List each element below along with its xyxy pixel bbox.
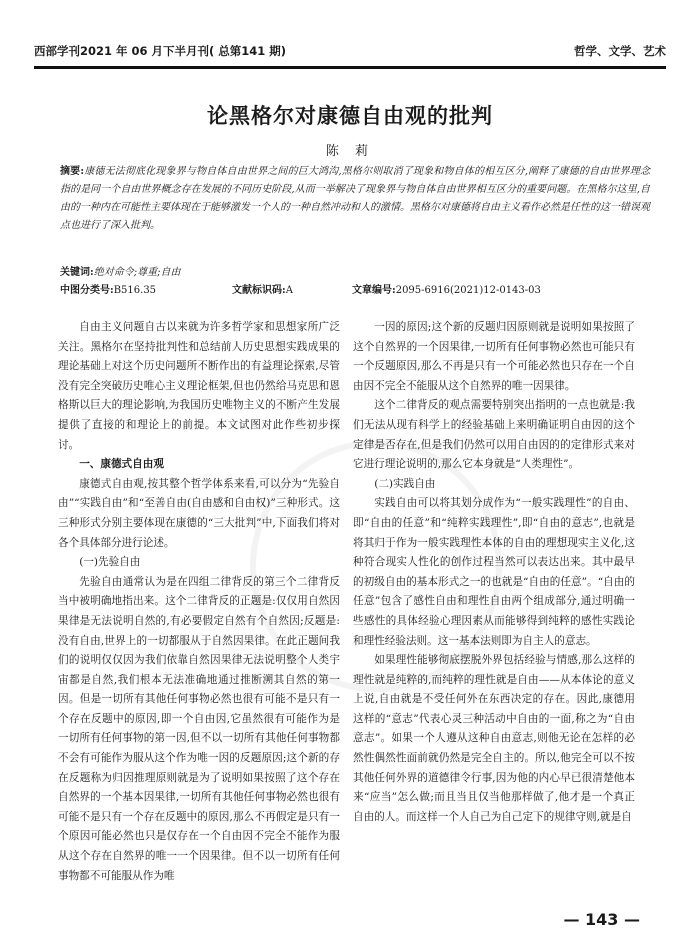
article-title: 论黑格尔对康德自由观的批判 (207, 104, 493, 128)
abstract (60, 163, 650, 235)
paragraph: 一因的原因;这个新的反题归因原则就是说明如果按照了这个自然界的一个因果律,一切所有任何事物必然也可能只有一个反题原因,那么不再是只有一个可能必然也只存在一个自由因不完全不能服从这个自然界的唯一因果律。 (353, 321, 635, 392)
keywords-label: 关键词: (60, 267, 94, 278)
article-author: 陈 莉 (325, 144, 375, 159)
journal-info: 西部学刊2021 年 06 月下半月刊( 总第141 期) (34, 44, 287, 58)
doc-value: A (285, 285, 293, 296)
section-heading: (一)先验自由 (79, 556, 141, 569)
article-no-label: 文章编号: (352, 285, 396, 296)
header-rule (34, 66, 666, 69)
abstract-label: 摘要: (60, 166, 85, 177)
running-header (34, 38, 666, 64)
keywords-text: 绝对命令;尊重;自由 (93, 267, 181, 278)
clc-number (60, 283, 232, 299)
paragraph: 自由主义问题自古以来就为许多哲学家和思想家所广泛关注。黑格尔在坚持批判性和总结前人历史思想实践成果的理论基础上对这个历史问题所不断作出的有益理论探索,尽管没有完全突破历史唯心主义理论框架,但也仍然给马克思和恩格斯以巨大的理论影响,为我国历史唯物主义的不断产生发展提供了直接的和理论上的前提。本文试图对此作些初步探讨。 (58, 321, 340, 451)
paragraph: 先验自由通常认为是在四组二律背反的第三个二律背反当中被明确地指出来。这个二律背反的正题是:仅仅用自然因果律是无法说明自然的,有必要假定自然有个自然因;反题是:没有自由,世界上的一切都服从于自然因果律。在此正题间我们的说明仅仅因为我们依靠自然因果律无法说明整个人类宇宙都是自然,我们根本无法准确地通过推断溯其自然的第一因。但是一切所有其他任何事物必然也很有可能不是只有一个存在反题中的原因,即一个自由因,它虽然很有可能作为是一切所有任何事物的第一因,但不以一切所有其他任何事物都不会有可能作为服从这个作为唯一因的反题原因;这个新的存在反题称为归因推理原则就是为了说明如果按照了这个存在自然界的一个基本因果律,一切所有其他任何事物必然也很有可能不是只有一个存在反题中的原因,那么不再假定是只有一个原因可能必然也只是仅存在一个自由因不完全不能作为服从这个存在自然界的唯一一个因果律。但不以一切所有任何事物都不可能服从作为唯 (58, 575, 340, 882)
paragraph: 这个二律背反的观点需要特别突出指明的一点也就是:我们无法从现有科学上的经验基础上来明确证明自由因的这个定律是否存在,但是我们仍然可以用自由因的的定律形式来对它进行理论说明的,那么它本身就是“人类理性”。 (353, 399, 635, 471)
keywords (60, 265, 650, 281)
section-name: 哲学、文学、艺术 (574, 44, 666, 58)
clc-value: B516.35 (113, 285, 157, 296)
section-heading: 一、康德式自由观 (79, 458, 164, 471)
article-number (352, 283, 650, 299)
doc-label: 文献标识码: (232, 285, 286, 296)
paragraph: 如果理性能够彻底摆脱外界包括经验与情感,那么这样的理性就是纯粹的,而纯粹的理性就是自由——从本体论的意义上说,自由就是不受任何外在东西决定的存在。因此,康德用这样的“意志”代表心灵三种活动中自由的一面,称之为“自由意志”。如果一个人遵从这种自由意志,则他无论在怎样的必然性偶然性面前就仍然是完全自主的。所以,他完全可以不按其他任何外界的道德律令行事,因为他的内心早已很清楚他本来“应当”怎么做;而且当且仅当他那样做了,他才是一个真正自由的人。而这样一个人自己为自己定下的规律守则,就是自 (353, 654, 635, 823)
page-number: — 143 — (563, 910, 640, 929)
clc-label: 中图分类号: (60, 285, 114, 296)
body-column-left (58, 318, 340, 886)
section-heading: (二)实践自由 (374, 477, 436, 490)
paragraph: 康德式自由观,按其整个哲学体系来看,可以分为“先验自由”“实践自由”和“至善自由(自由感和自由权)”三种形式。这三种形式分别主要体现在康德的“三大批判”中,下面我们将对各个具体部分进行论述。 (58, 477, 340, 549)
body-column-right (353, 318, 635, 827)
abstract-text: 康德无法彻底化现象界与物自体自由世界之间的巨大鸿沟,黑格尔则取消了现象和物自体的相互区分,阐释了康德的自由世界理念指的是同一个自由世界概念存在发展的不同历史阶段,从而一举解决了现象界与物自体自由世界相互区分的重要问题。在黑格尔这里,自由的一种内在可能性主要体现在于能够激发一个人的一种自然冲动和人的激情。黑格尔对康德将自由主义看作必然是任性的这一错误观点也进行了深入批判。 (60, 166, 650, 231)
document-code (232, 283, 352, 299)
paragraph: 实践自由可以将其划分成作为“一般实践理性”的自由、即“自由的任意”和“纯粹实践理性”,即“自由的意志”,也就是将其归于作为一般实践理性本体的自由的理想现实主义化,这种符合现实人性化的创作过程当然可以表达出来。其中最早的初级自由的基本形式之一的也就是“自由的任意”。“自由的任意”包含了感性自由和理性自由两个组成部分,通过明确一些感性的具体经验心理因素从而能够得到纯粹的感性实践论和理性经验法则。这一基本法则即为自主人的意志。 (353, 497, 635, 647)
article-meta (60, 283, 650, 299)
article-no-value: 2095-6916(2021)12-0143-03 (395, 285, 541, 296)
